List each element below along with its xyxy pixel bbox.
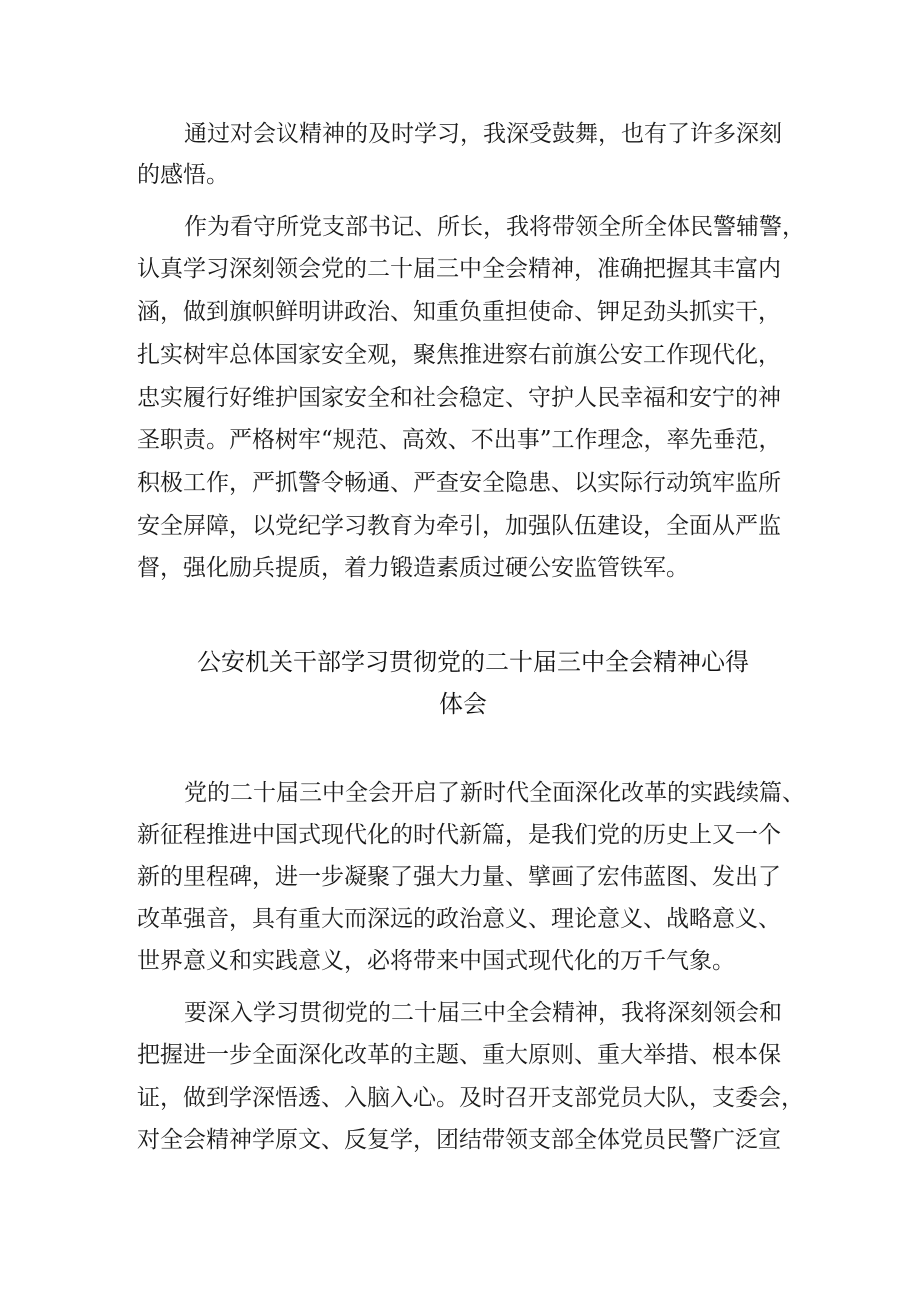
body-text-line: 要深入学习贯彻党的二十届三中全会精神，我将深刻领会和 (184, 1000, 782, 1026)
body-text-line: 的感悟。 (137, 162, 229, 188)
body-text-line: 证，做到学深悟透、入脑入心。及时召开支部党员大队，支委会， (137, 1085, 804, 1111)
body-text-line: 督，强化励兵提质，着力锻造素质过硬公安监管铁军。 (137, 555, 689, 581)
body-text-line: 认真学习深刻领会党的二十届三中全会精神，准确把握其丰富内 (137, 256, 781, 282)
section-heading: 公安机关干部学习贯彻党的二十届三中全会精神心得 (197, 648, 749, 676)
body-text-line: 积极工作，严抓警令畅通、严查安全隐患、以实际行动筑牢监所 (137, 470, 781, 496)
body-text-line: 党的二十届三中全会开启了新时代全面深化改革的实践续篇、 (184, 780, 805, 806)
body-text-line: 新的里程碑，进一步凝聚了强大力量、擘画了宏伟蓝图、发出了 (137, 864, 781, 890)
body-text-line: 世界意义和实践意义，必将带来中国式现代化的万千气象。 (137, 948, 735, 974)
body-text-line: 涵，做到旗帜鲜明讲政治、知重负重担使命、钾足劲头抓实干， (137, 299, 781, 325)
body-text-line: 扎实树牢总体国家安全观，聚焦推进察右前旗公安工作现代化， (137, 342, 781, 368)
section-heading-continued: 体会 (439, 690, 487, 718)
body-text-line: 通过对会议精神的及时学习，我深受鼓舞，也有了许多深刻 (184, 121, 782, 147)
body-text-line: 新征程推进中国式现代化的时代新篇，是我们党的历史上又一个 (137, 822, 781, 848)
body-text-line: 安全屏障，以党纪学习教育为牵引，加强队伍建设，全面从严监 (137, 513, 781, 539)
body-text-line: 忠实履行好维护国家安全和社会稳定、守护人民幸福和安宁的神 (137, 385, 781, 411)
body-text-line: 改革强音，具有重大而深远的政治意义、理论意义、战略意义、 (137, 906, 781, 932)
body-text-line: 对全会精神学原文、反复学，团结带领支部全体党员民警广泛宣 (137, 1127, 781, 1153)
body-text-line: 作为看守所党支部书记、所长，我将带领全所全体民警辅警， (184, 214, 805, 240)
body-text-line: 把握进一步全面深化改革的主题、重大原则、重大举措、根本保 (137, 1042, 781, 1068)
body-text-line: 圣职责。严格树牢“规范、高效、不出事”工作理念，率先垂范， (137, 427, 782, 453)
